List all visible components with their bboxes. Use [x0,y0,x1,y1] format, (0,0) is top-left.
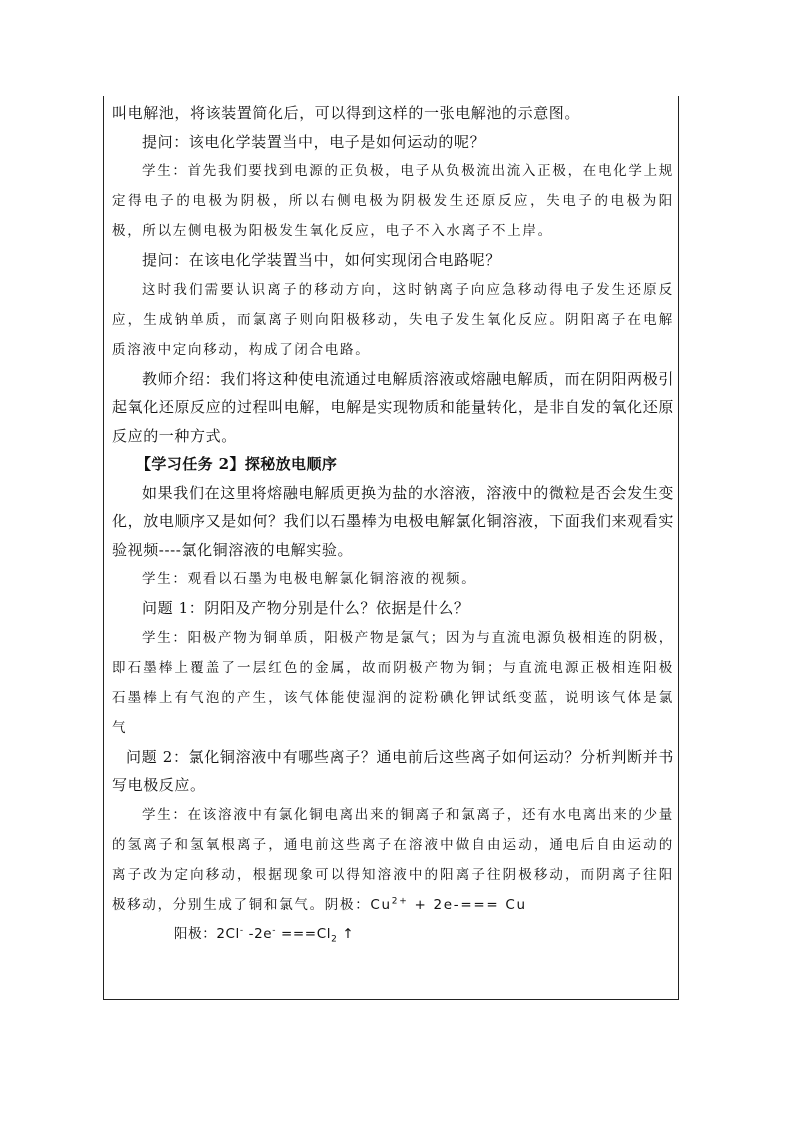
document-body [112,99,674,948]
anode-label: 阳极： [174,925,217,942]
paragraph-discharge-order: 如果我们在这里将熔融电解质更换为盐的水溶液，溶液中的微粒是否会发生变化，放电顺序又是如何？我们以石墨棒为电极电解氯化铜溶液，下面我们来观看实验视频----氯化铜溶液的电解实验。 [112,483,674,559]
learning-task-heading: 【学习任务 2】探秘放电顺序 [136,455,338,473]
question-1: 问题 1：阴阳及产物分别是什么？依据是什么？ [142,599,470,617]
cathode-formula: $Cu^{2+} + 2e-=== Cu$ [370,896,527,913]
student-answer-ions [112,800,674,920]
student-answer-electrodes: 学生：首先我们要找到电源的正负极，电子从负极流出流入正极，在电化学上规定得电子的电极为阴极，所以右侧电极为阴极发生还原反应，失电子的电极为阳极，所以左侧电极为阳极发生氧化反应，电子不入水离子不上岸。 [112,163,674,239]
anode-formula: 2Cl- $-2e^- ===Cl_2$ ↑ [216,925,355,945]
paragraph-intro-continued: 叫电解池，将该装置简化后，可以得到这样的一张电解池的示意图。 [112,104,581,122]
student-watch-video: 学生：观看以石墨为电极电解氯化铜溶液的视频。 [142,571,477,587]
question-2: 问题 2：氯化铜溶液中有哪些离子？通电前后这些离子如何运动？分析判断并书写电极反应。 [112,747,674,794]
student-answer-products: 学生：阳极产物为铜单质，阳极产物是氯气；因为与直流电源负极相连的阴极，即石墨棒上覆盖了一层红色的金属，故而阴极产物为铜；与直流电源正极相连阳极石墨棒上有气泡的产生，该气体能使湿润的淀粉碘化钾试纸变蓝，说明该气体是氯气 [112,629,674,736]
teacher-introduction: 教师介绍：我们将这种使电流通过电解质溶液或熔融电解质，而在阴阳两极引起氧化还原反应的过程叫电解，电解是实现物质和能量转化，是非自发的氧化还原反应的一种方式。 [112,369,674,445]
student-answer-ions-text: 学生：在该溶液中有氯化铜电离出来的铜离子和氯离子，还有水电离出来的少量的氢离子和氢氧根离子，通电前这些离子在溶液中做自由运动，通电后自由运动的离子改为定向移动，根据现象可以得知溶液中的阳离子往阴极移动，而阴离子往阳极移动，分别生成了铜和氯气。阴极： [112,806,674,913]
question-electron-motion: 提问：该电化学装置当中，电子是如何运动的呢？ [142,132,486,151]
answer-ion-movement: 这时我们需要认识离子的移动方向，这时钠离子向应急移动得电子发生还原反应，生成钠单质，而氯离子则向阳极移动，失电子发生氧化反应。阴阳离子在电解质溶液中定向移动，构成了闭合电路。 [112,281,674,358]
anode-reaction-line [112,920,674,948]
question-closed-circuit: 提问：在该电化学装置当中，如何实现闭合电路呢？ [142,251,501,269]
